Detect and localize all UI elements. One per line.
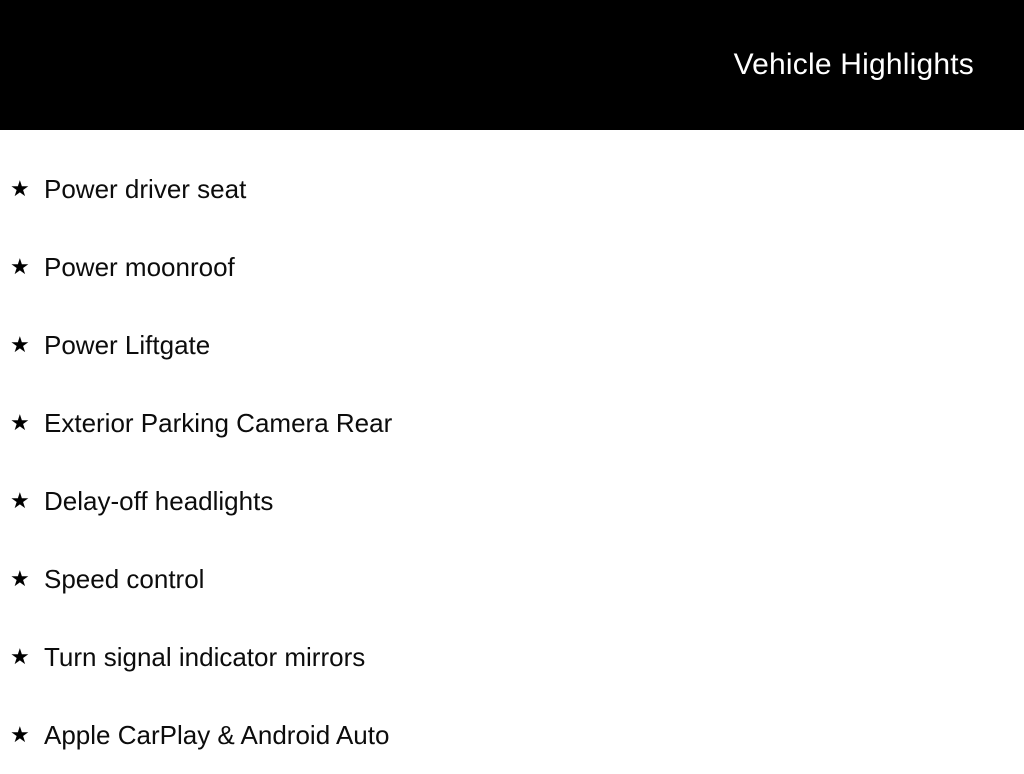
- list-item-label: Turn signal indicator mirrors: [44, 642, 366, 672]
- list-item: [0, 306, 1024, 384]
- star-icon: ★: [10, 566, 30, 591]
- list-item: [0, 462, 1024, 540]
- list-item: [0, 618, 1024, 696]
- list-item: [0, 540, 1024, 618]
- highlights-list: [0, 130, 1024, 774]
- list-item-label: Speed control: [44, 564, 205, 594]
- star-icon: ★: [10, 722, 30, 747]
- list-item: [0, 150, 1024, 228]
- star-icon: ★: [10, 176, 30, 201]
- list-item-label: Power moonroof: [44, 252, 235, 282]
- list-item-label: Power driver seat: [44, 174, 247, 204]
- list-item: [0, 384, 1024, 462]
- star-icon: ★: [10, 488, 30, 513]
- star-icon: ★: [10, 254, 30, 279]
- star-icon: ★: [10, 332, 30, 357]
- star-icon: ★: [10, 410, 30, 435]
- page-title: Vehicle Highlights: [733, 48, 974, 81]
- list-item-label: Delay-off headlights: [44, 486, 274, 516]
- list-item: [0, 228, 1024, 306]
- list-item: [0, 696, 1024, 774]
- list-item-label: Power Liftgate: [44, 330, 211, 360]
- list-item-label: Apple CarPlay & Android Auto: [44, 720, 390, 750]
- header-bar: [0, 0, 1024, 130]
- star-icon: ★: [10, 644, 30, 669]
- list-item-label: Exterior Parking Camera Rear: [44, 408, 393, 438]
